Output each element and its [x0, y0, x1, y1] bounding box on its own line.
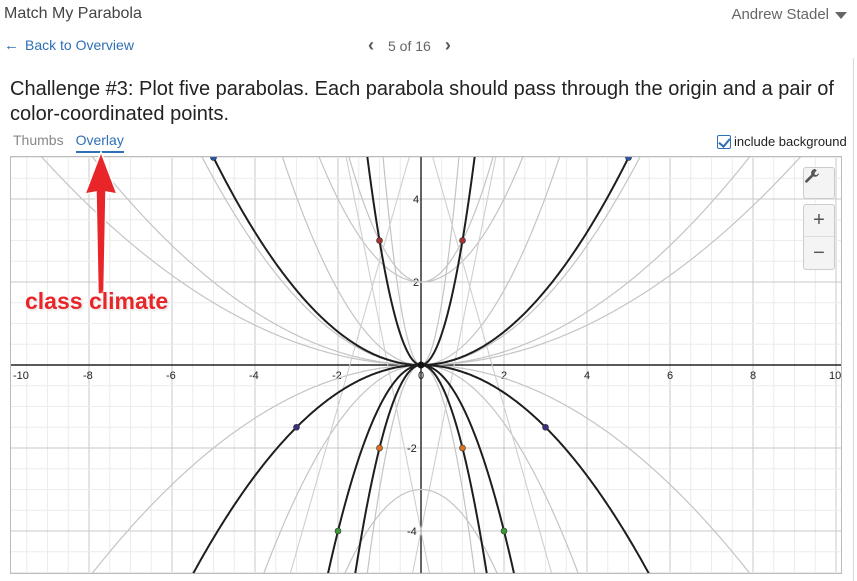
- tab-overlay[interactable]: Overlay: [76, 132, 124, 153]
- include-background-label: include background: [734, 134, 847, 149]
- target-point: [626, 157, 632, 161]
- wrench-icon[interactable]: [803, 167, 835, 199]
- y-tick-label: -4: [407, 526, 417, 538]
- include-background-toggle[interactable]: [717, 134, 847, 149]
- x-tick-label: -2: [332, 370, 342, 382]
- x-tick-label: -4: [249, 370, 259, 382]
- nav-bar: [0, 30, 857, 60]
- zoom-controls: [803, 204, 835, 270]
- target-point: [211, 157, 217, 161]
- graph-canvas[interactable]: [11, 157, 842, 574]
- page-indicator: 5 of 16: [388, 37, 431, 54]
- target-point: [335, 528, 341, 534]
- zoom-in-icon[interactable]: +: [804, 205, 834, 237]
- annotation-label: class climate: [25, 288, 169, 314]
- graph-area[interactable]: [10, 156, 842, 574]
- chevron-right-icon[interactable]: ›: [444, 35, 451, 55]
- user-name: Andrew Stadel: [731, 6, 829, 23]
- challenge-prompt: Challenge #3: Plot five parabolas. Each parabola should pass through the origin and a pair of color-coordinated points.: [10, 78, 834, 125]
- y-tick-label: 4: [413, 194, 420, 206]
- x-tick-label: 4: [584, 370, 591, 382]
- target-point: [377, 445, 383, 451]
- caret-down-icon: [835, 12, 847, 19]
- top-bar: [0, 0, 857, 30]
- x-tick-label: 0: [418, 370, 425, 382]
- y-tick-label: 2: [413, 277, 420, 289]
- checkbox-checked-icon[interactable]: [717, 135, 731, 149]
- app-title: Match My Parabola: [4, 5, 142, 22]
- target-point: [377, 238, 383, 244]
- back-to-overview-link[interactable]: [4, 37, 134, 53]
- origin-point: [418, 362, 425, 369]
- zoom-out-icon[interactable]: −: [813, 241, 825, 264]
- x-tick-label: -10: [13, 370, 29, 382]
- y-tick-label: -2: [407, 443, 417, 455]
- chevron-left-icon[interactable]: ‹: [368, 35, 374, 55]
- background-curve: [11, 365, 842, 574]
- target-point: [460, 445, 466, 451]
- target-point: [460, 238, 466, 244]
- target-point: [294, 424, 300, 430]
- tab-thumbs[interactable]: Thumbs: [13, 132, 64, 148]
- x-tick-label: 6: [667, 370, 674, 382]
- x-tick-label: -8: [83, 370, 93, 382]
- target-point: [501, 528, 507, 534]
- x-tick-label: 10: [829, 370, 842, 382]
- x-tick-label: 2: [501, 370, 508, 382]
- x-tick-label: -6: [166, 370, 176, 382]
- pager: [368, 35, 451, 56]
- red-arrow-icon: [83, 148, 119, 298]
- arrow-left-icon: ←: [4, 36, 19, 54]
- divider: [853, 58, 854, 581]
- back-label: Back to Overview: [25, 37, 134, 53]
- target-point: [543, 424, 549, 430]
- x-tick-label: 8: [750, 370, 757, 382]
- user-menu[interactable]: [731, 6, 847, 23]
